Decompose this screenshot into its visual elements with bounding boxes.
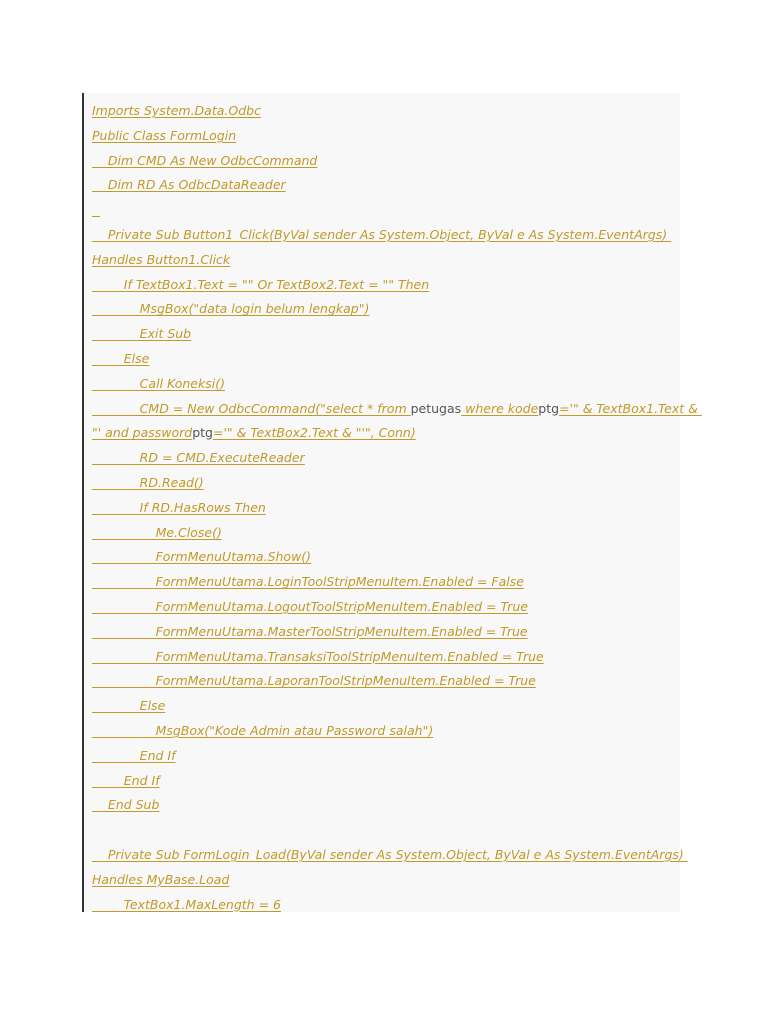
code-line — [92, 448, 305, 468]
code-line — [92, 523, 222, 543]
code-link-text[interactable]: Exit Sub — [92, 326, 192, 342]
code-link-text[interactable]: End If — [92, 747, 176, 763]
code-line — [92, 299, 369, 319]
code-link-text[interactable]: Private Sub Button1_Click(ByVal sender As System.Object, ByVal e As System.EventArgs) — [92, 227, 672, 242]
code-line — [92, 746, 176, 766]
code-link-text[interactable]: Dim RD As OdbcDataReader — [92, 177, 286, 193]
code-line — [92, 870, 229, 890]
code-link-text[interactable]: If TextBox1.Text = "" Or TextBox2.Text = "" Then — [92, 276, 430, 292]
code-link-text[interactable]: Imports System.Data.Odbc — [92, 103, 261, 118]
code-link-text[interactable]: End Sub — [92, 797, 160, 813]
code-line — [92, 275, 429, 295]
code-link-text[interactable]: Handles Button1.Click — [92, 251, 231, 267]
code-line — [92, 795, 159, 815]
code-line — [92, 324, 191, 344]
code-line — [92, 250, 230, 270]
code-line — [92, 622, 528, 642]
code-link-text[interactable]: FormMenuUtama.LoginToolStripMenuItem.Enabled = False — [92, 574, 524, 590]
code-line — [92, 225, 671, 245]
code-link-text[interactable]: RD = CMD.ExecuteReader — [92, 450, 305, 466]
code-link-text[interactable]: Else — [92, 698, 166, 714]
code-plain-text: ptg — [538, 400, 560, 416]
code-link-text[interactable]: FormMenuUtama.LogoutToolStripMenuItem.Enabled = True — [92, 599, 528, 614]
code-link-text[interactable]: Public Class FormLogin — [92, 127, 237, 143]
code-link-text[interactable]: Private Sub FormLogin_Load(ByVal sender As System.Object, ByVal e As System.EventArgs) — [92, 847, 688, 862]
code-link-text[interactable]: Handles MyBase.Load — [92, 871, 230, 887]
code-line — [92, 597, 528, 617]
code-line — [92, 151, 317, 171]
code-line — [92, 572, 524, 592]
code-link-text[interactable]: Me.Close() — [92, 524, 222, 540]
code-line — [92, 696, 165, 716]
code-link-text[interactable]: FormMenuUtama.LaporanToolStripMenuItem.Enabled = True — [92, 673, 536, 689]
code-link-text[interactable]: Call Koneksi() — [92, 375, 225, 391]
code-link-text[interactable]: FormMenuUtama.TransaksiToolStripMenuItem.Enabled = True — [92, 648, 544, 664]
code-link-text[interactable]: TextBox1.MaxLength = 6 — [92, 896, 281, 912]
code-link-text[interactable]: Else — [92, 351, 150, 366]
code-link-text[interactable]: End If — [92, 772, 160, 788]
code-line — [92, 200, 100, 220]
code-link-text[interactable]: MsgBox("Kode Admin atau Password salah") — [92, 723, 434, 738]
code-link-text[interactable]: If RD.HasRows Then — [92, 499, 266, 515]
code-line — [92, 473, 204, 493]
code-link-text[interactable]: RD.Read() — [92, 475, 204, 490]
code-line — [92, 374, 225, 394]
code-line — [92, 175, 286, 195]
code-block — [82, 93, 702, 912]
code-line — [92, 126, 236, 146]
code-line — [92, 101, 261, 121]
code-line — [92, 845, 688, 865]
code-link-text[interactable]: where kode — [461, 400, 539, 416]
code-line — [92, 721, 433, 741]
code-link-text[interactable]: ='" & TextBox1.Text & — [559, 400, 702, 416]
code-line — [92, 498, 266, 518]
code-line — [92, 423, 416, 443]
code-link-text[interactable]: FormMenuUtama.Show() — [92, 549, 312, 565]
code-line — [92, 399, 702, 419]
code-link-text[interactable]: "' and password — [92, 425, 193, 441]
code-link-text[interactable]: MsgBox("data login belum lengkap") — [92, 301, 370, 317]
code-line — [92, 349, 149, 369]
code-plain-text: petugas — [410, 400, 462, 416]
code-plain-text: ptg — [192, 425, 213, 441]
code-line — [92, 895, 281, 915]
code-link-text[interactable] — [92, 202, 100, 217]
code-link-text[interactable]: ='" & TextBox2.Text & "'", Conn) — [213, 425, 416, 441]
code-line — [92, 671, 536, 691]
code-line — [92, 771, 160, 791]
code-link-text[interactable]: FormMenuUtama.MasterToolStripMenuItem.Enabled = True — [92, 623, 528, 639]
code-line — [92, 647, 544, 667]
code-line — [92, 547, 311, 567]
code-link-text[interactable]: Dim CMD As New OdbcCommand — [92, 152, 318, 168]
code-link-text[interactable]: CMD = New OdbcCommand("select * from — [92, 400, 411, 416]
